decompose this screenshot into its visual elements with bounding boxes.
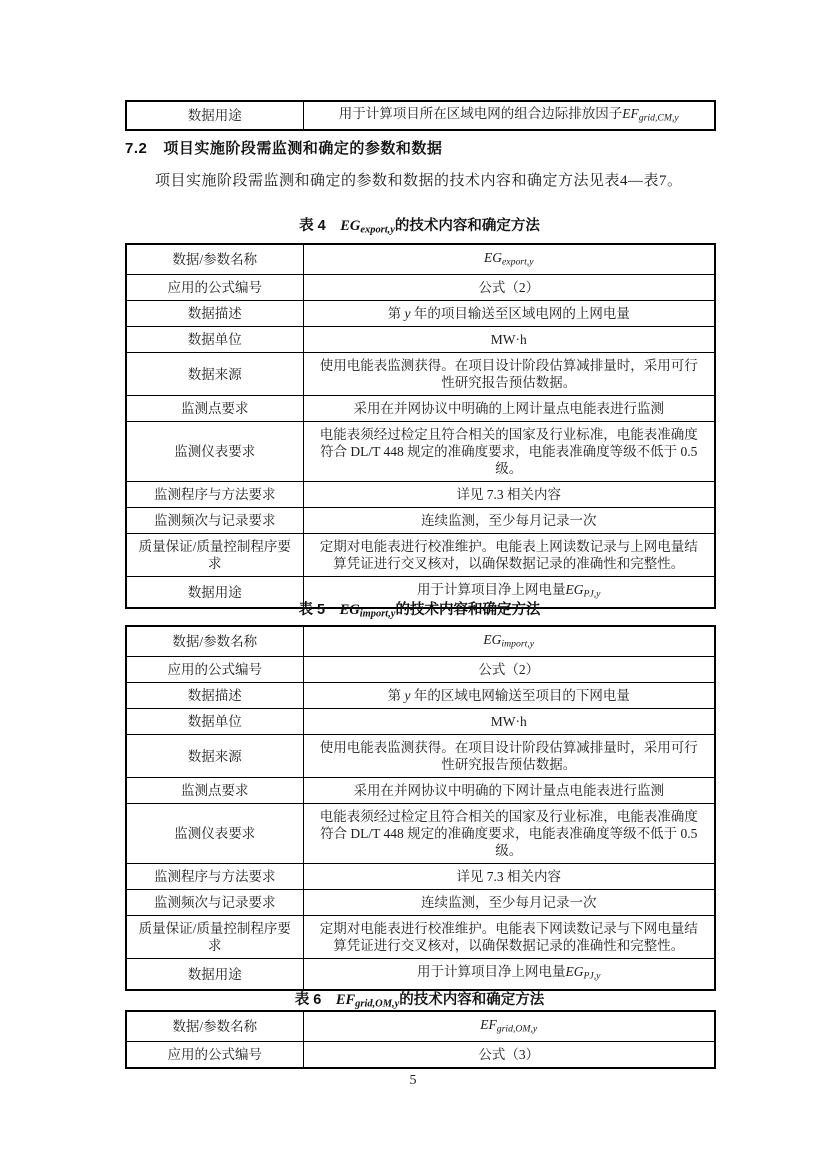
row-value-cell: 第 y 年的区域电网输送至项目的下网电量	[303, 683, 715, 709]
row-value-cell: 公式（2）	[303, 275, 715, 301]
row-label-cell: 数据描述	[126, 683, 303, 709]
table-5-body	[126, 626, 715, 990]
row-label-cell: 监测点要求	[126, 396, 303, 422]
math-symbol: EF	[335, 992, 356, 1008]
table-row	[126, 1042, 715, 1069]
math-subscript: grid,CM,y	[638, 112, 679, 124]
row-value-cell: 第 y 年的项目输送至区域电网的上网电量	[303, 301, 715, 327]
row-value-cell: 连续监测，至少每月记录一次	[303, 508, 715, 534]
math-symbol: EG	[340, 218, 361, 234]
row-label-cell: 应用的公式编号	[126, 1042, 303, 1069]
table-row	[126, 683, 715, 709]
continued-param-table-body	[126, 101, 715, 130]
math-symbol: EG	[339, 602, 360, 618]
row-label-cell: 监测程序与方法要求	[126, 482, 303, 508]
math-subscript: grid,OM,y	[496, 1023, 538, 1035]
row-value-cell: 详见 7.3 相关内容	[303, 864, 715, 890]
table-row	[126, 735, 715, 778]
table-row	[126, 482, 715, 508]
row-label-cell: 数据用途	[126, 101, 303, 130]
row-value-cell: 使用电能表监测获得。在项目设计阶段估算减排量时，采用可行性研究报告预估数据。	[303, 735, 715, 778]
continued-param-table	[125, 100, 716, 131]
row-value-cell	[303, 626, 715, 657]
table-row	[126, 709, 715, 735]
math-symbol: EG	[565, 964, 584, 980]
table-4-body	[126, 244, 715, 608]
row-label-cell: 监测仪表要求	[126, 422, 303, 482]
table-6	[125, 1010, 716, 1069]
row-label-cell: 数据用途	[126, 577, 303, 608]
row-value-cell: 采用在并网协议中明确的下网计量点电能表进行监测	[303, 778, 715, 804]
row-value-cell	[303, 244, 715, 275]
table-6-body	[126, 1011, 715, 1068]
table-row	[126, 778, 715, 804]
row-label-cell: 数据/参数名称	[126, 244, 303, 275]
row-label-cell: 数据来源	[126, 353, 303, 396]
table-row	[126, 916, 715, 959]
row-value-cell	[303, 1011, 715, 1042]
page-number: 5	[409, 1073, 417, 1088]
row-value-cell: 定期对电能表进行校准维护。电能表上网读数记录与上网电量结算凭证进行交叉核对，以确保数据记录的准确性和完整性。	[303, 534, 715, 577]
table-row	[126, 244, 715, 275]
row-value-cell: 采用在并网协议中明确的上网计量点电能表进行监测	[303, 396, 715, 422]
section-heading: 7.2 项目实施阶段需监测和确定的参数和数据	[125, 140, 443, 157]
math-subscript: PJ,y	[583, 588, 601, 600]
math-subscript: export,y	[501, 256, 534, 268]
row-label-cell: 应用的公式编号	[126, 275, 303, 301]
table-6-caption: 表 6 $EF_{grid,OM,y}$的技术内容和确定方法	[294, 992, 545, 1010]
math-symbol: EG	[483, 250, 502, 265]
row-label-cell: 监测频次与记录要求	[126, 508, 303, 534]
math-subscript: grid,OM,y	[355, 998, 400, 1010]
row-label-cell: 监测点要求	[126, 778, 303, 804]
row-value-cell: 电能表须经过检定且符合相关的国家及行业标准，电能表准确度符合 DL/T 448 规定的准确度要求，电能表准确度等级不低于 0.5 级。	[303, 422, 715, 482]
row-label-cell: 数据单位	[126, 327, 303, 353]
math-symbol: EG	[565, 582, 584, 598]
row-value-cell: 用于计算项目净上网电量$EG_{PJ,y}$	[303, 959, 715, 990]
row-value-cell: 使用电能表监测获得。在项目设计阶段估算减排量时，采用可行性研究报告预估数据。	[303, 353, 715, 396]
row-label-cell: 数据单位	[126, 709, 303, 735]
row-value-cell: 用于计算项目所在区域电网的组合边际排放因子$EF_{grid,CM,y}$	[303, 101, 715, 130]
table-row	[126, 301, 715, 327]
row-value-cell: 详见 7.3 相关内容	[303, 482, 715, 508]
math-subscript: import,y	[501, 638, 535, 650]
row-label-cell: 质量保证/质量控制程序要求	[126, 534, 303, 577]
table-row	[126, 657, 715, 683]
row-value-cell: MW·h	[303, 327, 715, 353]
table-row	[126, 534, 715, 577]
math-symbol: EF	[480, 1017, 497, 1032]
table-row	[126, 101, 715, 130]
table-row	[126, 1011, 715, 1042]
math-subscript: import,y	[359, 608, 396, 620]
table-row	[126, 396, 715, 422]
row-label-cell: 数据来源	[126, 735, 303, 778]
table-row	[126, 890, 715, 916]
row-value-cell: 公式（3）	[303, 1042, 715, 1069]
math-symbol: y	[404, 688, 411, 704]
table-row	[126, 422, 715, 482]
math-symbol: EF	[622, 106, 639, 121]
table-5	[125, 625, 716, 991]
table-row	[126, 864, 715, 890]
table-5-caption: 表 5 $EG_{import,y}$的技术内容和确定方法	[298, 602, 541, 620]
table-4	[125, 243, 716, 609]
table-4-caption: 表 4 $EG_{export,y}$的技术内容和确定方法	[299, 218, 540, 236]
row-value-cell: MW·h	[303, 709, 715, 735]
table-row	[126, 804, 715, 864]
table-row	[126, 959, 715, 990]
math-subscript: export,y	[360, 224, 395, 236]
row-label-cell: 监测仪表要求	[126, 804, 303, 864]
body-paragraph: 项目实施阶段需监测和确定的参数和数据的技术内容和确定方法见表4—表7。	[155, 173, 683, 189]
row-label-cell: 应用的公式编号	[126, 657, 303, 683]
table-row	[126, 275, 715, 301]
table-row	[126, 353, 715, 396]
row-value-cell: 用于计算项目净上网电量$EG_{PJ,y}$	[303, 577, 715, 608]
row-label-cell: 数据/参数名称	[126, 626, 303, 657]
table-row	[126, 626, 715, 657]
row-label-cell: 数据/参数名称	[126, 1011, 303, 1042]
row-label-cell: 数据用途	[126, 959, 303, 990]
math-subscript: PJ,y	[583, 970, 601, 982]
row-label-cell: 监测频次与记录要求	[126, 890, 303, 916]
row-value-cell: 公式（2）	[303, 657, 715, 683]
row-value-cell: 连续监测，至少每月记录一次	[303, 890, 715, 916]
row-label-cell: 监测程序与方法要求	[126, 864, 303, 890]
math-symbol: EG	[483, 632, 502, 647]
math-symbol: y	[404, 306, 411, 322]
table-row	[126, 327, 715, 353]
row-label-cell: 数据描述	[126, 301, 303, 327]
table-row	[126, 508, 715, 534]
row-value-cell: 定期对电能表进行校准维护。电能表下网读数记录与下网电量结算凭证进行交叉核对，以确保数据记录的准确性和完整性。	[303, 916, 715, 959]
row-value-cell: 电能表须经过检定且符合相关的国家及行业标准，电能表准确度符合 DL/T 448 规定的准确度要求，电能表准确度等级不低于 0.5 级。	[303, 804, 715, 864]
row-label-cell: 质量保证/质量控制程序要求	[126, 916, 303, 959]
